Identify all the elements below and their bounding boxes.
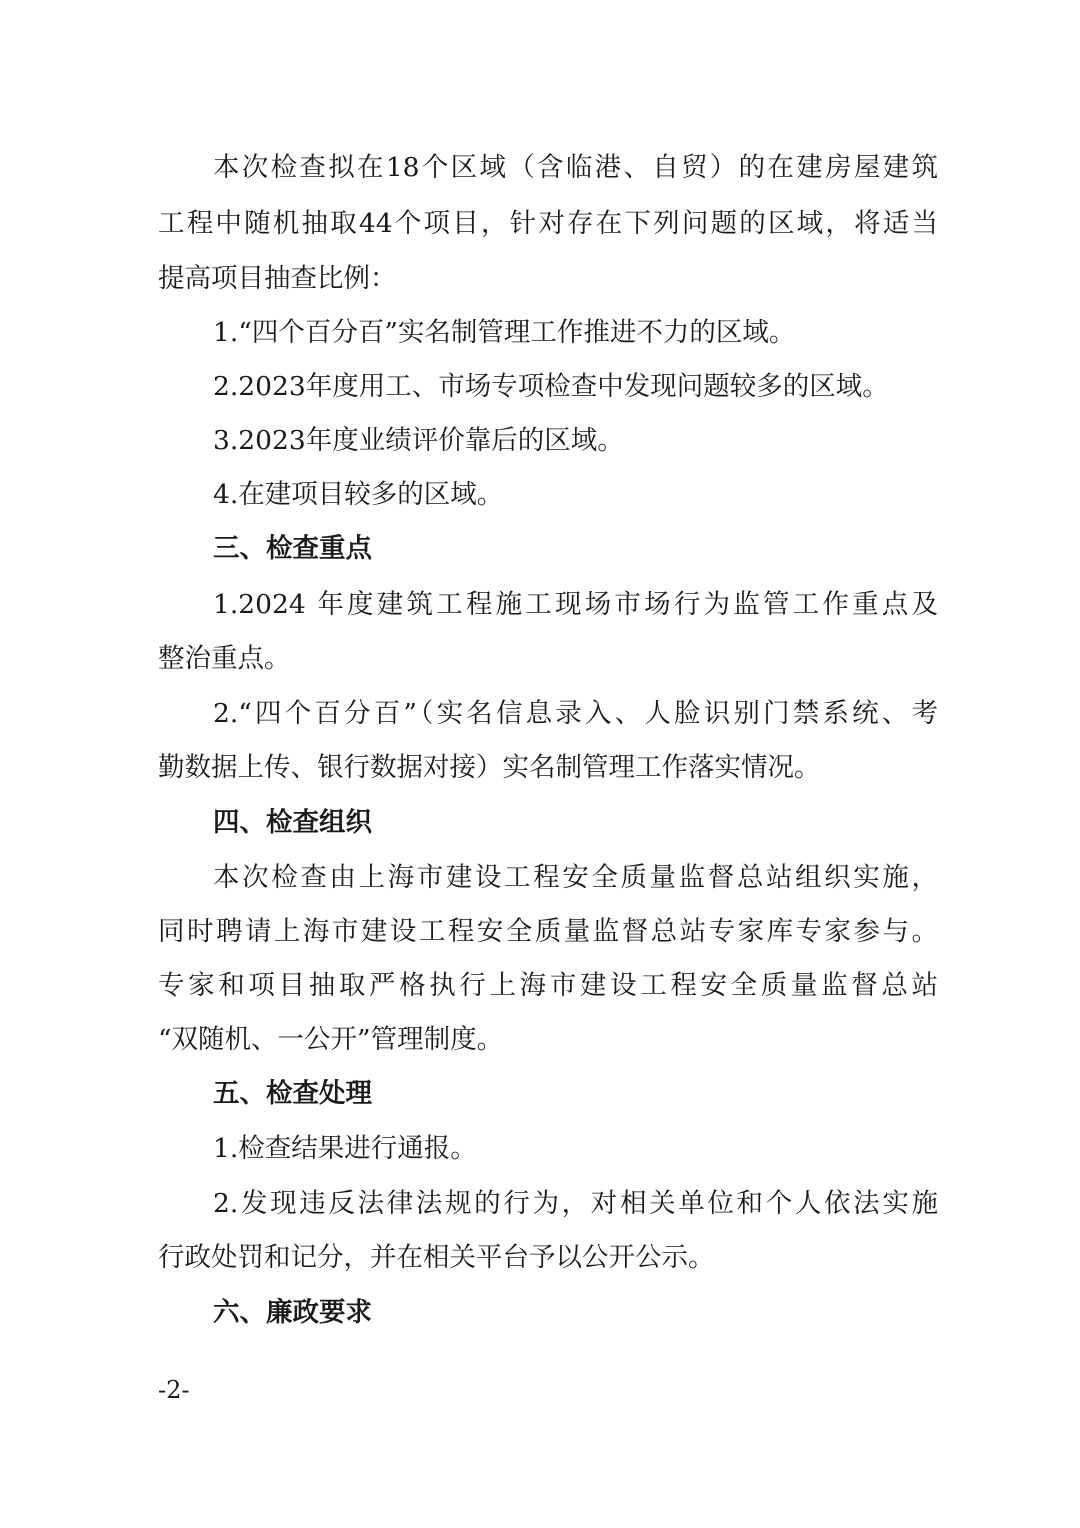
list-item-1: 1.“四个百分百”实名制管理工作推进不力的区域。 (213, 317, 796, 348)
section-heading-inspection-focus: 三、检查重点 (213, 533, 372, 564)
focus-item-1-line-1: 1.2024 年度建筑工程施工现场市场行为监管工作重点及 (213, 589, 938, 620)
organization-line-1: 本次检查由上海市建设工程安全质量监督总站组织实施， (213, 862, 938, 893)
focus-item-2-line-1: 2.“四个百分百”（实名信息录入、人脸识别门禁系统、考 (213, 698, 938, 729)
section-heading-inspection-organization: 四、检查组织 (213, 807, 372, 838)
page-number: -2- (158, 1376, 190, 1404)
paragraph-intro-line-1: 本次检查拟在18个区域（含临港、自贸）的在建房屋建筑 (213, 152, 938, 183)
section-heading-inspection-handling: 五、检查处理 (213, 1078, 372, 1109)
organization-line-3: 专家和项目抽取严格执行上海市建设工程安全质量监督总站 (158, 970, 938, 1001)
focus-item-2-line-2: 勤数据上传、银行数据对接）实名制管理工作落实情况。 (158, 752, 821, 783)
handling-item-2-line-2: 行政处罚和记分，并在相关平台予以公开公示。 (158, 1242, 715, 1273)
list-item-4: 4.在建项目较多的区域。 (213, 479, 504, 510)
list-item-2: 2.2023年度用工、市场专项检查中发现问题较多的区域。 (213, 371, 889, 402)
organization-line-2: 同时聘请上海市建设工程安全质量监督总站专家库专家参与。 (158, 916, 938, 947)
section-heading-integrity-requirements: 六、廉政要求 (213, 1297, 372, 1328)
handling-item-2-line-1: 2.发现违反法律法规的行为，对相关单位和个人依法实施 (213, 1188, 938, 1219)
handling-item-1: 1.检查结果进行通报。 (213, 1133, 477, 1164)
paragraph-intro-line-3: 提高项目抽查比例： (158, 263, 397, 294)
list-item-3: 3.2023年度业绩评价靠后的区域。 (213, 425, 624, 456)
paragraph-intro-line-2: 工程中随机抽取44个项目，针对存在下列问题的区域，将适当 (158, 208, 938, 239)
focus-item-1-line-2: 整治重点。 (158, 643, 291, 674)
organization-line-4: “双随机、一公开”管理制度。 (158, 1024, 504, 1055)
